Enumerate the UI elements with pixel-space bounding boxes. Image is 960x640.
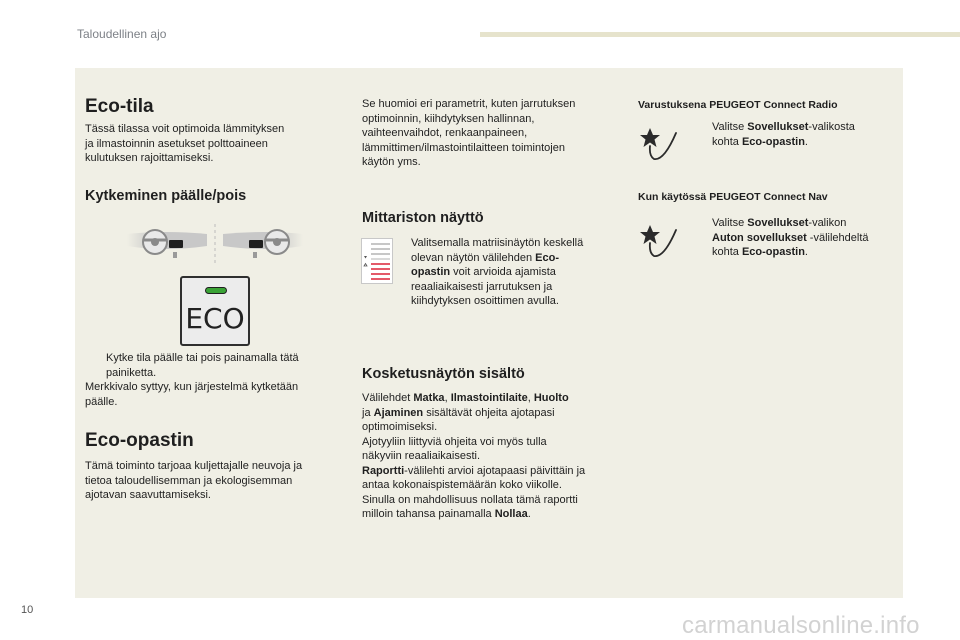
toggle-subheading: Kytkeminen päälle/pois (85, 188, 247, 204)
connect-radio-instruction: Valitse Sovellukset-valikosta kohta Eco-opastin. (712, 121, 855, 148)
touch-star-icon (640, 223, 684, 264)
touchscreen-text: Välilehdet Matka, Ilmastointilaite, Huolto ja Ajaminen sisältävät ohjeita ajotapasi optimoimiseksi. Ajotyyliin liittyviä ohjeita voi myös tulla näkyviin reaaliaikaisesti. Raportti-välilehti arvioi ajotapaasi päivittäin ja antaa kokonaispistemäärän koko viikolle. Sinulla on mahdollisuus nollata tämä raportti milloin tahansa painamalla Nollaa. (362, 392, 586, 520)
instrument-panel-heading: Mittariston näyttö (362, 210, 484, 226)
watermark: carmanualsonline.info (682, 612, 920, 639)
connect-nav-heading: Kun käytössä PEUGEOT Connect Nav (638, 191, 828, 203)
eco-coach-text: Tämä toiminto tarjoaa kuljettajalle neuvoja ja tietoa taloudellisemman ja ekologisemman ajotavan saavuttamiseksi. (85, 460, 303, 501)
eco-coach-heading: Eco-opastin (85, 430, 194, 451)
eco-mode-intro: Tässä tilassa voit optimoida lämmityksen ja ilmastoinnin asetukset polttoaineen kulutuksen rajoittamiseksi. (85, 123, 285, 164)
instrument-display-icon (361, 238, 393, 284)
indicator-note: Merkkivalo syttyy, kun järjestelmä kytketään päälle. (85, 381, 299, 408)
toggle-instruction: Kytke tila päälle tai pois painamalla tätä painiketta. (106, 352, 299, 379)
steering-wheel-icon (125, 222, 305, 271)
touch-star-icon (640, 126, 684, 167)
header-bar (480, 32, 960, 37)
eco-led-indicator (205, 287, 227, 294)
parameters-intro: Se huomioi eri parametrit, kuten jarrutuksen optimoinnin, kiihdytyksen hallinnan, vaihteenvaihdot, renkaanpaineen, lämmittimen/ilmastointilaitteen toimintojen käytön yms. (362, 98, 576, 168)
header-title: Taloudellinen ajo (77, 27, 167, 41)
connect-radio-heading: Varustuksena PEUGEOT Connect Radio (638, 99, 838, 111)
instrument-panel-text: Valitsemalla matriisinäytön keskellä olevan näytön välilehden Eco- opastin voit arvioida ajamista reaaliaikaisesti jarrutuksen ja kiihdytyksen osoittimen avulla. (411, 237, 584, 307)
connect-nav-instruction: Valitse Sovellukset-valikon Auton sovellukset -välilehdeltä kohta Eco-opastin. (712, 217, 869, 258)
touchscreen-heading: Kosketusnäytön sisältö (362, 366, 525, 382)
eco-button[interactable] (180, 276, 250, 346)
eco-mode-heading: Eco-tila (85, 96, 154, 117)
page-number: 10 (21, 604, 34, 616)
eco-button-label: ECO (185, 302, 245, 335)
